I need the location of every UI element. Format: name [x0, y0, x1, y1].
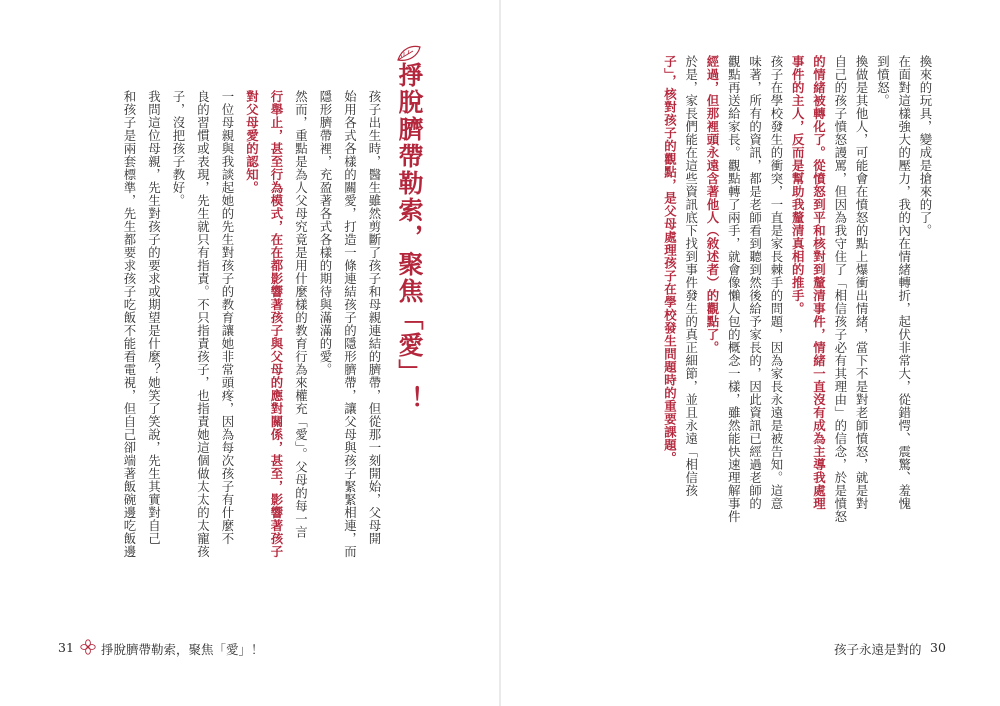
text-column: 然而，重點是為人父母究竟是用什麼樣的教育行為來權充「愛」。父母的每一言 — [293, 90, 309, 539]
text-column: 我問這位母親，先生對孩子的要求或期望是什麼？她笑了笑說，先生其實對自己 — [146, 90, 162, 545]
text-column: 味著，所有的資訊，都是老師看到聽到然後給予家長的，因此資訊已經過老師的 — [747, 55, 763, 510]
text-column: 的情緒被轉化了。從憤怒到平和核對到釐清事件，情緒一直沒有成為主導我處理 — [811, 55, 827, 510]
text-column: 經過，但那裡頭永遠含著他人（敘述者）的觀點了。 — [705, 55, 720, 354]
text-column: 子」，核對孩子的觀點，是父母處理孩子在學校發生問題時的重要課題。 — [662, 55, 678, 465]
text-column: 子，沒把孩子教好。 — [171, 90, 186, 207]
running-head-right: 孩子永遠是對的 — [834, 642, 922, 657]
text-column: 一位母親與我談起她的先生對孩子的教育讓她非常頭疼，因為每次孩子有什麼不 — [220, 90, 235, 545]
text-column: 換來的玩具，變成是搶來的了。 — [918, 55, 933, 237]
text-column: 觀點再送給家長。觀點轉了兩手，就會像懶人包的概念一樣，雖然能快速理解事件 — [726, 55, 742, 523]
leaf-icon — [396, 44, 422, 64]
text-column: 自己的孩子憤怒謾罵，但因為我守住了「相信孩子必有其理由」的信念，於是憤怒 — [832, 55, 848, 523]
text-column: 事件的主人，反而是幫助我釐清真相的推手。 — [790, 55, 806, 315]
text-column: 在面對這樣強大的壓力，我的內在情緒轉折，起伏非常大，從錯愕、震驚、羞愧 — [896, 55, 912, 510]
text-column: 對父母愛的認知。 — [244, 90, 260, 194]
text-column: 孩子在學校發生的衝突，一直是家長棘手的問題，因為家長永遠是被告知。這意 — [768, 55, 784, 510]
running-head-left: 掙脫臍帶勒索，聚焦「愛」！ — [101, 642, 264, 657]
text-column: 到憤怒。 — [875, 55, 891, 107]
chapter-title: 掙脫臍帶勒索，聚焦「愛」！ — [395, 62, 424, 413]
flower-icon — [80, 639, 96, 655]
text-column: 和孩子是兩套標準，先生都要求孩子吃飯不能看電視，但自己卻端著飯碗邊吃飯邊 — [122, 90, 137, 558]
text-column: 換做是其他人，可能會在憤怒的點上爆衝出情緒，當下不是對老師憤怒，就是對 — [854, 55, 870, 510]
page-gutter — [499, 0, 501, 706]
text-column: 於是，家長們能在這些資訊底下找到事件發生的真正細節，並且永遠「相信孩 — [683, 55, 699, 497]
text-column: 隱形臍帶裡，充盈著各式各樣的期待與滿滿的愛。 — [318, 90, 333, 376]
text-column: 始用各式各樣的關愛，打造一條連結孩子的隱形臍帶，讓父母與孩子緊緊相連，而 — [342, 90, 358, 558]
page-number-left: 31 — [58, 640, 74, 655]
page-number-right: 30 — [930, 640, 946, 655]
text-column: 行舉止，甚至行為模式，在在都影響著孩子與父母的應對關係，甚至，影響著孩子 — [269, 90, 284, 558]
text-column: 良的習慣或表現，先生就只有指責。不只指責孩子，也指責她這個做太太的太寵孩 — [195, 90, 211, 558]
text-column: 孩子出生時，醫生雖然剪斷了孩子和母親連結的臍帶，但從那一刻開始，父母開 — [367, 90, 382, 545]
